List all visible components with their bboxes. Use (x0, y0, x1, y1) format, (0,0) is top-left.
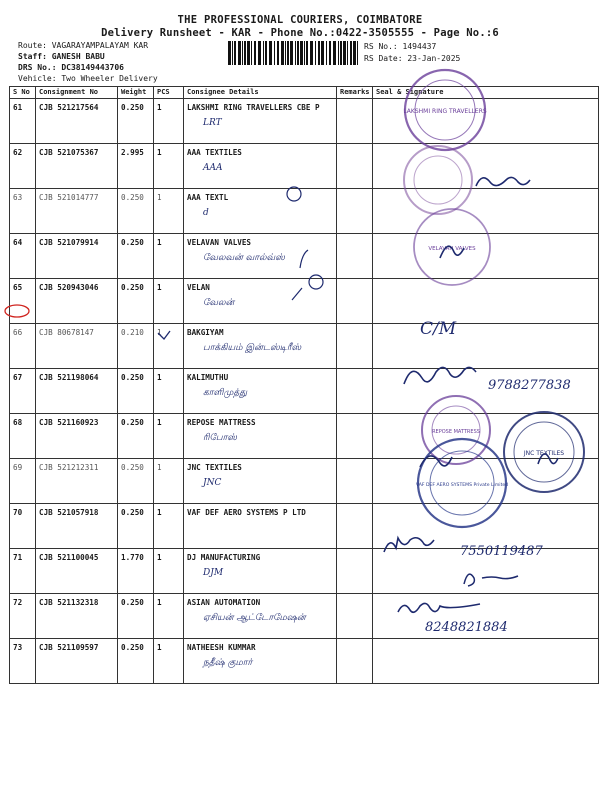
cell-remarks (337, 144, 373, 189)
cell-sno: 63 (10, 189, 36, 234)
col-consignee: Consignee Details (184, 87, 337, 99)
cell-consignee (184, 594, 337, 639)
barcode-bar (343, 41, 346, 65)
barcode-bar (310, 41, 313, 65)
barcode-bar (297, 41, 299, 65)
cell-consignee (184, 279, 337, 324)
cell-weight: 0.250 (118, 369, 154, 414)
cell-weight: 0.250 (118, 504, 154, 549)
barcode-bar (306, 41, 308, 65)
table-row (10, 234, 599, 279)
cell-seal (373, 594, 599, 639)
cell-consignment: CJB 80678147 (36, 324, 118, 369)
cell-seal (373, 234, 599, 279)
table-row (10, 594, 599, 639)
cell-consignment: CJB 521100045 (36, 549, 118, 594)
route-value: VAGARAYAMPALAYAM KAR (51, 41, 149, 50)
barcode-bar (304, 41, 305, 65)
phone-73: 8248821884 (425, 620, 508, 635)
cell-sno: 67 (10, 369, 36, 414)
table-row (10, 504, 599, 549)
cell-remarks (337, 324, 373, 369)
cell-weight: 0.250 (118, 234, 154, 279)
staff-value: GANESH BABU (51, 52, 105, 61)
drs-label: DRS No.: (18, 63, 57, 72)
col-remarks: Remarks (337, 87, 373, 99)
consignee-name: REPOSE MATTRESS (187, 418, 256, 427)
consignee-handwriting: LRT (203, 118, 222, 128)
barcode-bar (242, 41, 243, 65)
cell-pcs: 1 (154, 99, 184, 144)
consignee-name: AAA TEXTL (187, 193, 229, 202)
consignee-handwriting: வேலவன் வால்வ்ஸ் (203, 253, 285, 263)
cell-consignee (184, 234, 337, 279)
consignee-name: DJ MANUFACTURING (187, 553, 261, 562)
cell-seal (373, 324, 599, 369)
barcode (228, 41, 358, 65)
cell-weight: 0.250 (118, 279, 154, 324)
consignee-handwriting: d (203, 208, 209, 218)
table-row (10, 189, 599, 234)
barcode-bar (274, 41, 275, 65)
cell-seal (373, 144, 599, 189)
consignee-handwriting: AAA (203, 163, 223, 173)
cell-consignee (184, 189, 337, 234)
barcode-bar (234, 41, 236, 65)
cell-pcs: 1 (154, 324, 184, 369)
barcode-bar (244, 41, 246, 65)
cell-pcs: 1 (154, 234, 184, 279)
cell-sno: 65 (10, 279, 36, 324)
cell-seal (373, 99, 599, 144)
consignee-handwriting: பாக்கியம் இன்டஸ்டிரீஸ் (203, 343, 302, 353)
cell-sno: 70 (10, 504, 36, 549)
barcode-bar (281, 41, 284, 65)
barcode-bar (353, 41, 356, 65)
cell-sno: 62 (10, 144, 36, 189)
consignee-name: LAKSHMI RING TRAVELLERS CBE P (187, 103, 320, 112)
cell-remarks (337, 504, 373, 549)
col-consignment: Consignment No (36, 87, 118, 99)
barcode-bar (269, 41, 272, 65)
consignee-handwriting: DJM (203, 568, 224, 578)
barcode-bar (232, 41, 233, 65)
cell-consignment: CJB 521132318 (36, 594, 118, 639)
cell-consignment: CJB 521212311 (36, 459, 118, 504)
barcode-bar (318, 41, 320, 65)
barcode-bar (329, 41, 331, 65)
barcode-bar (333, 41, 336, 65)
cell-weight: 0.250 (118, 639, 154, 684)
runsheet-table-wrap (9, 86, 598, 668)
cell-sno: 73 (10, 639, 36, 684)
consignee-handwriting: ஏசியன் ஆட்டோமேஷன் (203, 613, 306, 623)
col-weight: Weight (118, 87, 154, 99)
rs-date-line (364, 54, 460, 63)
cell-sno: 69 (10, 459, 36, 504)
cell-seal (373, 459, 599, 504)
cell-consignee (184, 549, 337, 594)
barcode-bar (247, 41, 250, 65)
vehicle-label: Vehicle: (18, 74, 57, 83)
barcode-bar (287, 41, 289, 65)
barcode-bar (326, 41, 327, 65)
barcode-bar (350, 41, 352, 65)
cell-remarks (337, 549, 373, 594)
cell-pcs: 1 (154, 459, 184, 504)
consignee-handwriting: ரிபோஸ் (203, 433, 237, 443)
cell-sno: 72 (10, 594, 36, 639)
cell-sno: 61 (10, 99, 36, 144)
cell-seal (373, 189, 599, 234)
cell-consignment: CJB 521014777 (36, 189, 118, 234)
barcode-bar (228, 41, 231, 65)
rs-date-label: RS Date: (364, 54, 403, 63)
phone-67: 9788277838 (488, 378, 571, 393)
consignee-name: VELAN (187, 283, 210, 292)
barcode-bar (321, 41, 324, 65)
cell-pcs: 1 (154, 279, 184, 324)
col-seal: Seal & Signature (373, 87, 599, 99)
stamp-repose-text: REPOSE MATTRESS (432, 429, 480, 435)
phone-71: 7550119487 (460, 544, 543, 559)
cell-consignment: CJB 521217564 (36, 99, 118, 144)
cell-weight: 0.250 (118, 414, 154, 459)
cell-consignee (184, 144, 337, 189)
cell-consignment: CJB 520943046 (36, 279, 118, 324)
cell-weight: 0.210 (118, 324, 154, 369)
remark-66: C/M (420, 319, 457, 339)
cell-seal (373, 369, 599, 414)
table-row (10, 279, 599, 324)
table-row (10, 639, 599, 684)
runsheet-rows (10, 99, 599, 684)
cell-pcs: 1 (154, 189, 184, 234)
barcode-bar (347, 41, 348, 65)
cell-remarks (337, 459, 373, 504)
cell-remarks (337, 369, 373, 414)
table-row (10, 324, 599, 369)
rs-no-line (364, 42, 436, 51)
barcode-bar (338, 41, 339, 65)
cell-sno: 66 (10, 324, 36, 369)
consignee-name: AAA TEXTILES (187, 148, 242, 157)
cell-consignee (184, 324, 337, 369)
table-row (10, 549, 599, 594)
table-row (10, 414, 599, 459)
barcode-bar (315, 41, 316, 65)
cell-pcs: 1 (154, 414, 184, 459)
cell-remarks (337, 99, 373, 144)
consignee-handwriting: நதீஷ் குமார் (203, 658, 253, 668)
stamp-lakshmi-text: LAKSHMI RING TRAVELLERS (403, 108, 487, 115)
cell-consignment: CJB 521075367 (36, 144, 118, 189)
cell-consignee (184, 414, 337, 459)
rs-no-value: 1494437 (402, 42, 437, 51)
rs-date-value: 23-Jan-2025 (407, 54, 461, 63)
rs-no-label: RS No.: (364, 42, 398, 51)
staff-line (18, 52, 105, 61)
cell-consignee (184, 99, 337, 144)
cell-weight: 2.995 (118, 144, 154, 189)
consignee-name: VELAVAN VALVES (187, 238, 252, 247)
table-row (10, 99, 599, 144)
barcode-bar (238, 41, 241, 65)
consignee-name: ASIAN AUTOMATION (187, 598, 261, 607)
cell-consignment: CJB 521057918 (36, 504, 118, 549)
cell-consignment: CJB 521160923 (36, 414, 118, 459)
consignee-name: JNC TEXTILES (187, 463, 242, 472)
cell-consignee (184, 459, 337, 504)
col-pcs: PCS (154, 87, 184, 99)
cell-seal (373, 639, 599, 684)
cell-sno: 71 (10, 549, 36, 594)
cell-seal (373, 504, 599, 549)
consignee-name: NATHEESH KUMMAR (187, 643, 256, 652)
route-line (18, 41, 148, 50)
consignee-handwriting: வேலன் (203, 298, 235, 308)
cell-consignment: CJB 521079914 (36, 234, 118, 279)
barcode-bar (340, 41, 342, 65)
barcode-bar (263, 41, 264, 65)
consignee-handwriting: காளிமுத்து (203, 388, 248, 398)
consignee-handwriting: JNC (203, 478, 222, 488)
drs-line (18, 63, 124, 72)
cell-consignment: CJB 521198064 (36, 369, 118, 414)
barcode-bar (254, 41, 256, 65)
vehicle-line (18, 74, 158, 83)
stamp-jnc-text: JNC TEXTILES (523, 450, 565, 457)
runsheet-subtitle: Delivery Runsheet - KAR - Phone No.:0422-3505555 - Page No.:6 (101, 27, 499, 39)
company-title: THE PROFESSIONAL COURIERS, COIMBATORE (177, 14, 423, 26)
staff-label: Staff: (18, 52, 47, 61)
vehicle-value: Two Wheeler Delivery (61, 74, 158, 83)
cell-remarks (337, 279, 373, 324)
drs-value: DC38149443706 (61, 63, 124, 72)
cell-weight: 0.250 (118, 99, 154, 144)
barcode-bar (251, 41, 252, 65)
cell-sno: 68 (10, 414, 36, 459)
barcode-bar (300, 41, 303, 65)
cell-pcs: 1 (154, 144, 184, 189)
barcode-bar (295, 41, 296, 65)
cell-pcs: 1 (154, 549, 184, 594)
cell-weight: 1.770 (118, 549, 154, 594)
barcode-bar (357, 41, 358, 65)
cell-consignment: CJB 521109597 (36, 639, 118, 684)
barcode-bar (290, 41, 293, 65)
cell-consignee (184, 504, 337, 549)
cell-consignee (184, 639, 337, 684)
cell-remarks (337, 639, 373, 684)
cell-pcs: 1 (154, 504, 184, 549)
barcode-bar (258, 41, 261, 65)
cell-pcs: 1 (154, 639, 184, 684)
consignee-name: VAF DEF AERO SYSTEMS P LTD (187, 508, 306, 517)
barcode-bar (285, 41, 286, 65)
stamp-velavan-text: VELAVAN VALVES (428, 246, 476, 252)
cell-consignee (184, 369, 337, 414)
cell-weight: 0.250 (118, 594, 154, 639)
cell-pcs: 1 (154, 594, 184, 639)
cell-weight: 0.250 (118, 459, 154, 504)
col-sno: S No (10, 87, 36, 99)
route-label: Route: (18, 41, 47, 50)
cell-remarks (337, 189, 373, 234)
consignee-name: KALIMUTHU (187, 373, 229, 382)
cell-sno: 64 (10, 234, 36, 279)
cell-remarks (337, 594, 373, 639)
barcode-bar (265, 41, 267, 65)
runsheet-table (9, 86, 599, 684)
cell-pcs: 1 (154, 369, 184, 414)
cell-seal (373, 414, 599, 459)
cell-seal (373, 279, 599, 324)
cell-remarks (337, 234, 373, 279)
stamp-vaf-text: VAF DEF AERO SYSTEMS Private Limited (415, 483, 509, 488)
table-header-row (10, 87, 599, 99)
table-row (10, 459, 599, 504)
barcode-bar (277, 41, 279, 65)
cell-seal (373, 549, 599, 594)
consignee-name: BAKGIYAM (187, 328, 224, 337)
cell-remarks (337, 414, 373, 459)
table-row (10, 369, 599, 414)
cell-weight: 0.250 (118, 189, 154, 234)
table-row (10, 144, 599, 189)
